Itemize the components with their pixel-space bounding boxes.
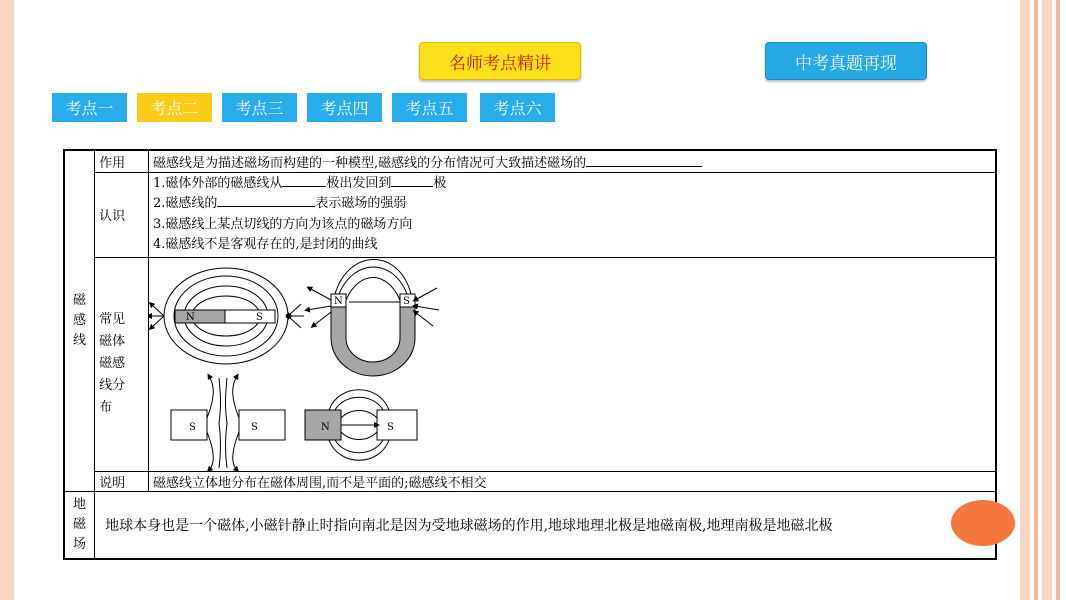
earth-field-text: 地球本身也是一个磁体,小磁针静止时指向南北是因为受地球磁场的作用,地球地理北极是地磁南极,地理南极是地磁北极 [95, 491, 996, 559]
exam-review-button[interactable]: 中考真题再现 [765, 42, 927, 80]
recognize-item-4: 4.磁感线不是客观存在的,是封闭的曲线 [153, 237, 378, 252]
ss-right-label: S [251, 421, 258, 433]
orange-dot-decoration [951, 500, 1015, 546]
tab-point-3[interactable]: 考点三 [222, 93, 297, 122]
blank-pole-from [282, 174, 326, 187]
purpose-cell [149, 150, 997, 172]
bar-s-label: S [256, 311, 263, 323]
blank-density [217, 194, 315, 207]
recognize-2a: 2.磁感线的 [153, 196, 218, 211]
section-earth-field: 地磁场 [64, 491, 95, 559]
right-decor-stripes [1020, 0, 1066, 600]
left-decor-stripe [0, 0, 14, 600]
bar-magnet-diagram [149, 268, 304, 364]
tab-point-6[interactable]: 考点六 [480, 93, 555, 122]
recognize-item-3: 3.磁感线上某点切线的方向为该点的磁场方向 [153, 216, 413, 232]
purpose-label: 作用 [95, 150, 149, 172]
note-text: 磁感线立体地分布在磁体周围,而不是平面的;磁感线不相交 [149, 471, 997, 491]
recognize-label: 认识 [95, 172, 149, 257]
knowledge-table [63, 149, 997, 560]
master-explain-button[interactable]: 名师考点精讲 [419, 42, 581, 80]
common-magnets-label: 常见磁体磁感线分布 [95, 257, 149, 471]
recognize-item-2 [153, 194, 991, 215]
recognize-item-1 [153, 174, 991, 195]
ss-left-label: S [189, 421, 196, 433]
blank-pole-to [391, 174, 433, 187]
u-s-label: S [403, 295, 410, 307]
recognize-1a: 1.磁体外部的磁感线从 [153, 175, 283, 191]
bar-n-label: N [186, 311, 195, 323]
section-magnetic-lines: 磁感线 [64, 150, 95, 491]
ns-n-label: N [321, 421, 330, 433]
tab-point-5[interactable]: 考点五 [392, 93, 467, 122]
note-label: 说明 [95, 471, 149, 491]
recognize-cell [149, 172, 997, 257]
purpose-text: 磁感线是为描述磁场而构建的一种模型,磁感线的分布情况可大致描述磁场的 [153, 155, 587, 171]
purpose-blank [586, 154, 702, 167]
recognize-1c: 极 [433, 175, 447, 191]
tab-point-2[interactable]: 考点二 [137, 93, 212, 122]
recognize-2b: 表示磁场的强弱 [315, 196, 407, 211]
u-magnet-diagram [307, 259, 439, 376]
ns-s-label: S [387, 421, 394, 433]
recognize-1b: 极出发回到 [326, 175, 392, 191]
u-n-label: N [334, 295, 343, 307]
field-line-diagrams [149, 258, 995, 471]
tab-point-1[interactable]: 考点一 [52, 93, 127, 122]
field-diagrams-cell [149, 257, 997, 471]
tab-point-4[interactable]: 考点四 [307, 93, 382, 122]
